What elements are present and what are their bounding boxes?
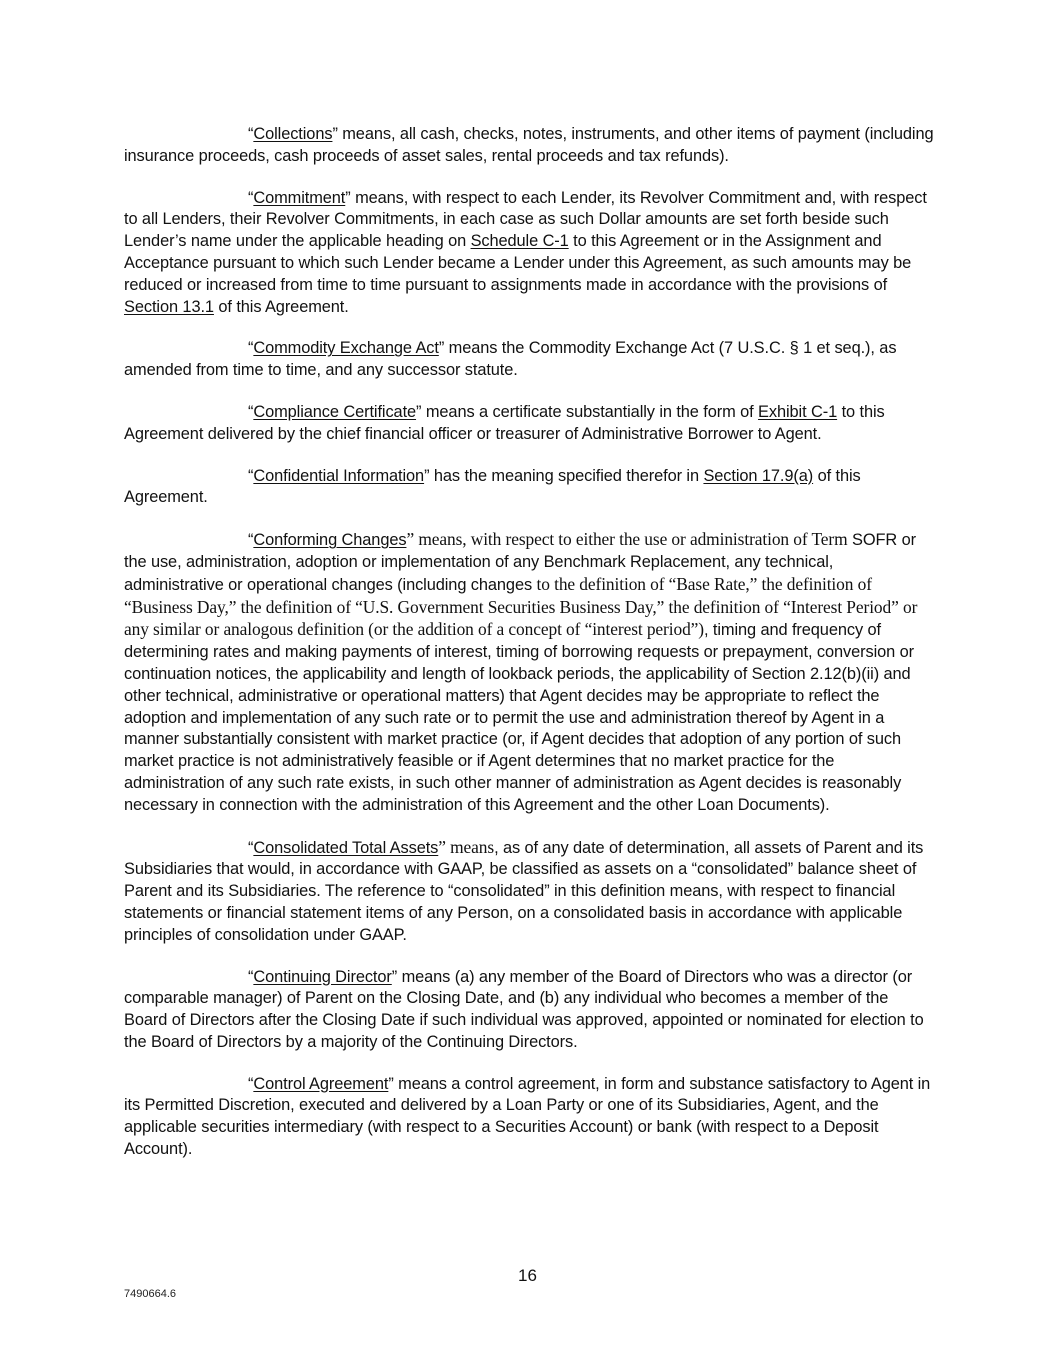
defined-term: Consolidated Total Assets (253, 838, 439, 857)
text-run: to this Agreement or in the Assignment and Acceptance pursuant to which such Lender became a Lender under this Agreement, as such amounts may be reduced or increased from time to time pursuant to assignments made in accordance with the provisions of (124, 232, 912, 294)
defined-term: Conforming Changes (253, 531, 407, 550)
text-run: “ (248, 466, 254, 485)
defined-term: Collections (253, 125, 333, 143)
definition-commodity-exchange-act (124, 338, 934, 382)
text-run: ” has the meaning specified therefor in (424, 466, 704, 485)
definition-control-agreement (124, 1074, 934, 1161)
cross-reference: Section 17.9(a) (703, 466, 814, 485)
definitions-section (124, 124, 934, 1161)
defined-term: Confidential Information (253, 466, 425, 485)
definition-commitment (124, 188, 934, 319)
definition-compliance-certificate (124, 402, 934, 446)
text-run: , as of any date of determination, all assets of Parent and its Subsidiaries that would, in accordance with GAAP, be classified as assets on a “consolidated” balance sheet of Parent and its Subsidiaries. The reference to “consolidated” in this definition means, with respect to financial statements or financial statement items of any Person, on a consolidated basis in accordance with applicable principles of consolidation under GAAP. (124, 838, 924, 944)
cross-reference: Exhibit C-1 (758, 402, 838, 421)
page-number: 16 (518, 1266, 537, 1285)
definition-conforming-changes (124, 529, 934, 816)
defined-term: Control Agreement (253, 1074, 389, 1093)
text-run: of this Agreement. (213, 297, 349, 316)
text-run: “ (248, 531, 254, 550)
text-run: SOFR or the use, administration, adoption or implementation of any Benchmark Replacement, any technical, administrative or operational changes (including changes (124, 531, 916, 594)
text-run: ” means the Commodity Exchange Act (7 U.S.C. § 1 et seq.), as amended from time to time, and any successor statute. (124, 339, 897, 380)
text-run: ” means (438, 836, 495, 857)
text-run: to this Agreement delivered by the chief financial officer or treasurer of Administrative Borrower to Agent. (124, 402, 885, 443)
text-run: ” means, with respect to either the use or administration of Term (406, 529, 848, 550)
definition-confidential-information (124, 466, 934, 510)
text-run: to the definition of “Base Rate,” the definition of “Business Day,” the definition of “U.S. Government Securities Business Day,” the definition of “Interest Period” or any similar or analogous definition (or the addition of a concept of “interest period”) (124, 573, 918, 640)
defined-term: Continuing Director (253, 967, 392, 986)
definition-consolidated-total-assets (124, 837, 934, 947)
text-run: “ (248, 967, 254, 986)
text-run: ” means, all cash, checks, notes, instruments, and other items of payment (including insurance proceeds, cash proceeds of asset sales, rental proceeds and tax refunds). (124, 125, 934, 165)
cross-reference: Schedule C-1 (470, 232, 569, 251)
text-run: “ (248, 838, 254, 857)
text-run: of this Agreement. (124, 466, 861, 507)
text-run: “ (248, 402, 254, 421)
cross-reference: Section 13.1 (124, 297, 214, 316)
text-run: ” means a certificate substantially in the form of (416, 402, 759, 421)
text-run: ” means (a) any member of the Board of Directors who was a director (or comparable manager) of Parent on the Closing Date, and (b) any individual who becomes a member of the Board of Directors after the Closing Date if such individual was approved, appointed or nominated for election to the Board of Directors by a majority of the Continuing Directors. (124, 967, 924, 1051)
text-run: “ (248, 339, 254, 358)
document-id: 7490664.6 (124, 1288, 176, 1300)
text-run: “ (248, 125, 254, 143)
text-run: , timing and frequency of determining rates and making payments of interest, timing of borrowing requests or prepayment, conversion or continuation notices, the applicability and length of lookback periods, the applicability of Section 2.12(b)(ii) and other technical, administrative or operational matters) that Agent decides may be appropriate to reflect the adoption and implementation of any such rate or to permit the use and administration thereof by Agent in a manner substantially consistent with market practice (or, if Agent decides that adoption of any portion of such market practice is not administratively feasible or if Agent determines that no market practice for the administration of any such rate exists, in such other manner of administration as Agent decides is reasonably necessary in connection with the administration of this Agreement and the other Loan Documents). (124, 621, 915, 814)
text-run: ” means a control agreement, in form and substance satisfactory to Agent in its Permitted Discretion, executed and delivered by a Loan Party or one of its Subsidiaries, Agent, and the applicable securities intermediary (with respect to a Securities Account) or bank (with respect to a Deposit Account). (124, 1074, 931, 1159)
definition-continuing-director (124, 967, 934, 1054)
defined-term: Commodity Exchange Act (253, 339, 439, 358)
text-run: “ (248, 188, 254, 207)
defined-term: Compliance Certificate (253, 402, 417, 421)
defined-term: Commitment (253, 188, 346, 207)
definition-collections (124, 124, 934, 168)
text-run: “ (248, 1074, 254, 1093)
text-run: ” means, with respect to each Lender, its Revolver Commitment and, with respect to all Lenders, their Revolver Commitments, in each case as such Dollar amounts are set forth beside such Lender’s name under the applicable heading on (124, 188, 927, 251)
